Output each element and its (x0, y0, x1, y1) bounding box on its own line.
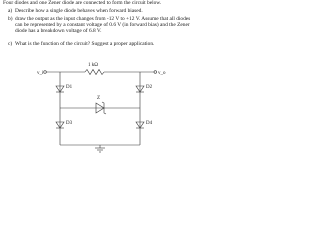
output-label: v_o (158, 71, 166, 76)
resistor-label: 1 kΩ (88, 63, 98, 68)
problem-intro: Four diodes and one Zener diode are connected to form the circuit below. (3, 0, 162, 6)
diode-d3-label: D3 (66, 121, 73, 126)
diode-d1-label: D1 (66, 85, 73, 90)
diode-d2-label: D2 (146, 85, 153, 90)
output-terminal (154, 71, 157, 74)
input-terminal (44, 71, 47, 74)
resistor (85, 70, 104, 75)
part-c-text: What is the function of the circuit? Suggest a proper application. (15, 41, 155, 47)
part-c-label: c) (8, 41, 13, 47)
zener-label: Z (97, 96, 101, 101)
part-b-text: draw the output as the input changes from -12 V to +12 V. Assume that all diodes can be represented by a constant voltage of 0.6 V (in forward bias) and the Zener diode has a breakdown voltage of 6.8 V. (15, 16, 191, 35)
homework-page (0, 0, 200, 153)
ground-icon (95, 148, 105, 152)
part-a-text: Describe how a single diode behaves when forward biased. (15, 8, 143, 14)
part-a-label: a) (8, 8, 13, 14)
diode-d4-label: D4 (146, 121, 153, 126)
bridge-circuit-diagram (0, 0, 200, 153)
input-label: v_i (37, 71, 44, 76)
part-b-label: b) (8, 16, 13, 22)
